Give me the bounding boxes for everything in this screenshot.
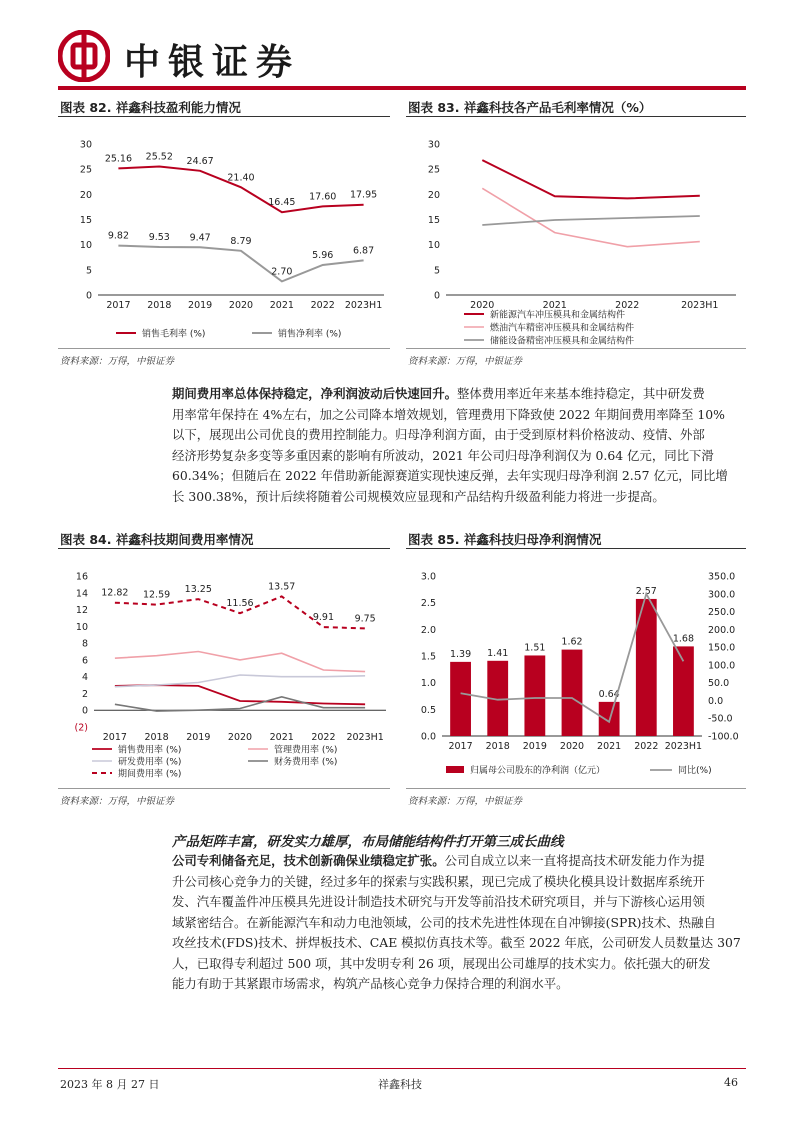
fig85-top-rule [406, 548, 746, 549]
y-tick-label: 30 [427, 139, 440, 151]
y-tick-label: 5 [433, 265, 440, 277]
y-tick-label: 2.0 [420, 624, 436, 636]
paragraph-expense-profit [172, 384, 744, 507]
data-label: 1.41 [487, 647, 509, 659]
fig85-chart [406, 554, 746, 784]
legend-label: 管理费用率 (%) [274, 745, 338, 756]
y-tick-label: 25 [427, 164, 440, 176]
x-tick-label: 2018 [144, 732, 169, 743]
x-tick-label: 2019 [522, 741, 547, 752]
para2-line: 人，已取得专利超过 500 项，其中发明专利 26 项，展现出公司雄厚的技术实力。依托强大的研发 [172, 955, 711, 971]
y-tick-label: 30 [79, 139, 92, 151]
para1-line: 以下，展现出公司优良的费用控制能力。归母净利润方面，由于受到原材料价格波动、疫情、外部 [172, 427, 705, 442]
x-tick-label: 2022 [311, 732, 336, 743]
fig83-title: 图表 83. 祥鑫科技各产品毛利率情况（%） [408, 100, 652, 115]
legend-label: 新能源汽车冲压模具和金属结构件 [490, 310, 626, 321]
y-tick-label: 2.5 [420, 598, 436, 610]
data-label: 11.56 [226, 598, 254, 610]
legend-label: 销售净利率 (%) [278, 329, 342, 340]
y-tick-label: 3.0 [420, 571, 436, 583]
para1-line: 长 300.38%，预计后续将随着公司规模效应显现和产品结构升级盈利能力将进一步提高。 [172, 488, 665, 504]
data-label: 13.25 [184, 584, 212, 596]
data-label: 25.52 [145, 151, 173, 163]
data-label: 1.51 [524, 642, 546, 654]
data-label: 13.57 [268, 581, 296, 593]
x-tick-label: 2018 [147, 300, 172, 311]
footer-company: 祥鑫科技 [378, 1078, 422, 1091]
data-label: 12.82 [101, 587, 129, 599]
data-label: 2.57 [635, 585, 657, 597]
data-label: 5.96 [312, 250, 334, 262]
legend-label: 期间费用率 (%) [118, 769, 182, 780]
y2-tick-label: 350.0 [708, 571, 736, 583]
y-tick-label: 1.5 [420, 651, 436, 663]
y-tick-label: 0 [81, 705, 88, 717]
fig82-bottom-rule [58, 348, 390, 349]
fig83-top-rule [406, 116, 746, 117]
para1-lead: 期间费用率总体保持稳定，净利润波动后快速回升。 [172, 386, 457, 401]
y-tick-label: 10 [75, 621, 88, 633]
x-tick-label: 2017 [106, 300, 131, 311]
y2-tick-label: 300.0 [708, 589, 736, 601]
data-label: 17.95 [349, 189, 378, 201]
x-tick-label: 2020 [228, 300, 254, 311]
x-tick-label: 2022 [615, 300, 640, 311]
fig83-chart [406, 120, 746, 346]
fig85-title: 图表 85. 祥鑫科技归母净利润情况 [408, 532, 602, 547]
legend-label: 储能设备精密冲压模具和金属结构件 [490, 336, 635, 346]
y-tick-label: 15 [427, 215, 440, 226]
y2-tick-label: 50.0 [708, 678, 730, 690]
x-tick-label: 2022 [634, 741, 659, 752]
x-tick-label: 2021 [269, 300, 294, 311]
series-line-1 [115, 685, 365, 704]
y-tick-label: 0.5 [420, 704, 436, 716]
data-label: 1.62 [561, 636, 583, 648]
bank-logo-icon [58, 30, 110, 82]
y2-tick-label: 0.0 [708, 695, 724, 707]
fig82-top-rule [58, 116, 390, 117]
para2-line: 攻丝技术(FDS)技术、拼焊板技术、CAE 模拟仿真技术等。截至 2022 年底，公司研发人员数量达 307 [172, 935, 741, 950]
fig82-source: 资料来源：万得，中银证券 [60, 356, 175, 367]
bar [562, 650, 583, 736]
x-tick-label: 2019 [186, 732, 211, 743]
y-tick-label: 10 [427, 240, 440, 252]
x-tick-label: 2019 [188, 300, 213, 311]
y2-tick-label: 200.0 [708, 624, 736, 636]
legend-label: 同比(%) [678, 766, 712, 776]
x-tick-label: 2020 [559, 741, 585, 752]
fig85-bottom-rule [406, 788, 746, 789]
header-divider [58, 86, 746, 90]
fig82-title: 图表 82. 祥鑫科技盈利能力情况 [60, 100, 241, 115]
fig84-chart [58, 554, 390, 784]
data-label: 9.91 [312, 612, 335, 624]
y-tick-label: 20 [79, 189, 92, 201]
y-tick-label: 15 [79, 215, 92, 226]
y2-tick-label: 250.0 [708, 607, 736, 619]
y-tick-label: 8 [81, 638, 88, 650]
x-tick-label: 2017 [102, 732, 127, 743]
y-tick-label: 25 [79, 164, 92, 176]
y-tick-label: (2) [74, 722, 88, 734]
data-label: 9.75 [354, 613, 376, 625]
x-tick-label: 2023H1 [681, 300, 719, 311]
fig83-bottom-rule [406, 348, 746, 349]
paragraph-rd [172, 851, 744, 995]
bar [524, 655, 545, 736]
y-tick-label: 0 [433, 290, 440, 302]
para2-line: 域紧密结合。在新能源汽车和动力电池领域，公司的技术先进性体现在自冲铆接(SPR)技术、热融自 [172, 914, 716, 930]
x-tick-label: 2023H1 [664, 741, 703, 752]
y-tick-label: 1.0 [420, 678, 436, 690]
series-line-2 [115, 652, 365, 672]
para2-line: 能力有助于其紧跟市场需求，构筑产品核心竞争力保持合理的利润水平。 [172, 976, 569, 991]
y2-tick-label: -50.0 [708, 713, 733, 725]
section-heading: 产品矩阵丰富，研发实力雄厚，布局储能结构件打开第三成长曲线 [172, 834, 564, 850]
series-line-3 [115, 675, 365, 687]
para2-line: 发、汽车覆盖件冲压模具先进设计制造技术研究与开发等前沿技术研究项目，并与下游核心运用领 [172, 894, 705, 909]
y-tick-label: 0 [85, 290, 92, 302]
x-tick-label: 2022 [310, 300, 335, 311]
data-label: 1.39 [449, 648, 472, 660]
x-tick-label: 2021 [542, 300, 567, 311]
x-tick-label: 2023H1 [346, 732, 384, 743]
brand-name: 中银证券 [124, 42, 301, 83]
bar [450, 662, 471, 736]
x-tick-label: 2021 [597, 741, 622, 752]
y-tick-label: 6 [81, 655, 88, 667]
y-tick-label: 0.0 [420, 731, 436, 743]
footer-rule [58, 1068, 746, 1069]
series-line-3 [482, 216, 700, 225]
fig85-source: 资料来源：万得，中银证券 [408, 796, 523, 807]
fig83-source: 资料来源：万得，中银证券 [408, 356, 523, 367]
fig84-title: 图表 84. 祥鑫科技期间费用率情况 [60, 532, 254, 547]
data-label: 24.67 [186, 155, 214, 167]
x-tick-label: 2018 [485, 741, 510, 752]
data-label: 9.82 [107, 230, 130, 242]
fig82-chart [58, 120, 390, 344]
legend-label: 销售毛利率 (%) [142, 329, 206, 340]
x-tick-label: 2023H1 [344, 300, 383, 311]
y2-tick-label: -100.0 [708, 731, 739, 743]
data-label: 25.16 [104, 153, 133, 165]
fig84-top-rule [58, 548, 390, 549]
data-label: 0.64 [598, 688, 620, 700]
y-tick-label: 20 [427, 189, 440, 201]
legend-label: 研发费用率 (%) [118, 757, 182, 768]
y-tick-label: 12 [75, 605, 88, 617]
fig84-source: 资料来源：万得，中银证券 [60, 796, 175, 807]
para1-line: 60.34%；但随后在 2022 年借助新能源赛道实现快速反弹，去年实现归母净利润 2.57 亿元，同比增 [172, 468, 728, 483]
data-label: 12.59 [142, 589, 171, 601]
y-tick-label: 14 [75, 588, 88, 600]
data-label: 2.70 [271, 266, 293, 278]
para2-line: 升公司核心竞争力的关键，经过多年的探索与实践积累，现已完成了模块化模具设计数据库系统开 [172, 873, 705, 889]
x-tick-label: 2020 [227, 732, 253, 743]
fig84-bottom-rule [58, 788, 390, 789]
data-label: 16.45 [268, 197, 296, 209]
y2-tick-label: 100.0 [708, 660, 736, 672]
legend-label: 销售费用率 (%) [118, 745, 182, 756]
footer-date: 2023 年 8 月 27 日 [60, 1078, 160, 1091]
y2-tick-label: 150.0 [708, 642, 736, 654]
legend-swatch [446, 766, 464, 773]
x-tick-label: 2017 [448, 741, 473, 752]
footer-page-number: 46 [724, 1076, 738, 1089]
y-tick-label: 4 [81, 672, 88, 684]
para1-line: 用率常年保持在 4%左右，加之公司降本增效规划，管理费用下降致使 2022 年期间费用率降至 10% [172, 406, 725, 422]
data-label: 1.68 [672, 633, 695, 645]
data-label: 8.79 [230, 235, 252, 247]
data-label: 17.60 [309, 191, 337, 203]
x-tick-label: 2021 [269, 732, 294, 743]
data-label: 6.87 [352, 245, 375, 257]
y-tick-label: 5 [85, 265, 92, 277]
data-label: 21.40 [227, 172, 255, 184]
data-label: 9.47 [189, 232, 211, 244]
para2-line: 公司自成立以来一直将提高技术研发能力作为提 [444, 853, 705, 868]
legend-label: 归属母公司股东的净利润（亿元） [470, 766, 606, 776]
y-tick-label: 2 [81, 688, 88, 700]
para1-line: 整体费用率近年来基本维持稳定，其中研发费 [456, 386, 705, 401]
data-label: 9.53 [148, 232, 170, 244]
y-tick-label: 16 [75, 571, 88, 583]
para2-lead: 公司专利储备充足，技术创新确保业绩稳定扩张。 [172, 853, 445, 868]
para1-line: 经济形势复杂多变等多重因素的影响有所波动，2021 年公司归母净利润仅为 0.64 亿元，同比下滑 [172, 447, 714, 463]
y-tick-label: 10 [79, 240, 92, 252]
legend-label: 燃油汽车精密冲压模具和金属结构件 [490, 323, 635, 334]
series-line-1 [482, 160, 700, 198]
x-tick-label: 2020 [470, 300, 495, 311]
legend-label: 财务费用率 (%) [274, 757, 338, 768]
